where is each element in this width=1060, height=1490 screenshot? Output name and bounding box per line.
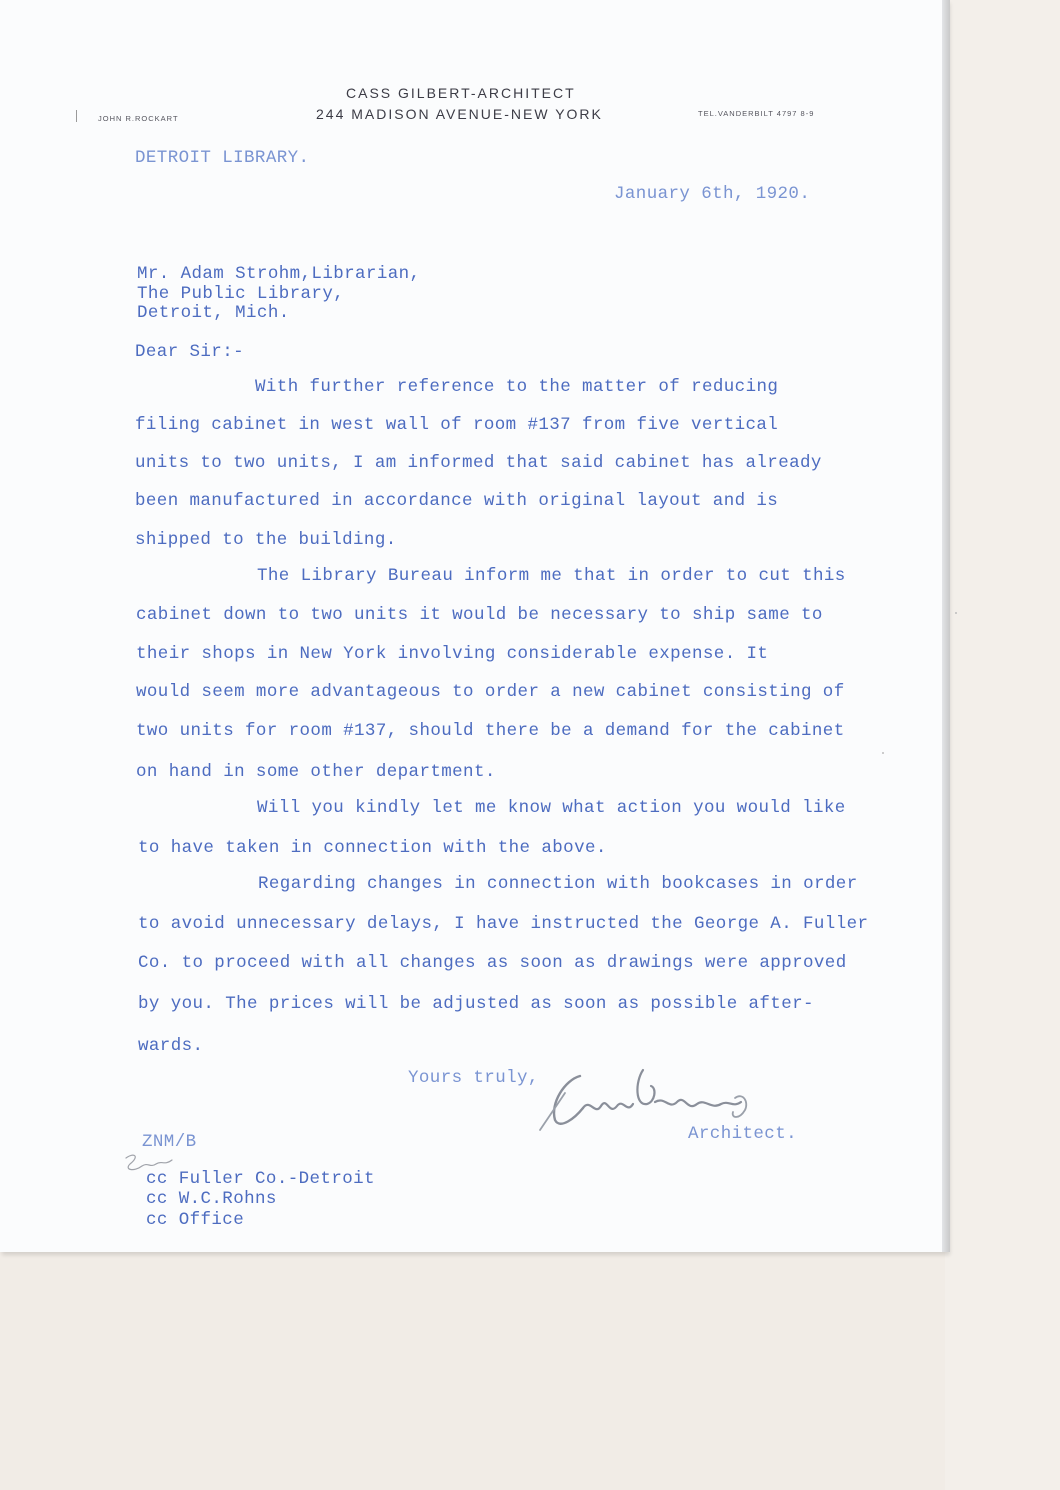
body-line: Co. to proceed with all changes as soon as drawings were approved [138, 953, 847, 973]
body-line: units to two units, I am informed that said cabinet has already [135, 453, 822, 473]
body-line: to have taken in connection with the above. [138, 838, 607, 858]
closing: Yours truly, [408, 1068, 539, 1088]
sheet-edge [942, 0, 950, 1252]
cc-line: cc W.C.Rohns [146, 1189, 277, 1209]
body-line: their shops in New York involving considerable expense. It [136, 644, 769, 664]
body-line: been manufactured in accordance with original layout and is [135, 491, 779, 511]
body-line: filing cabinet in west wall of room #137 from five vertical [135, 415, 779, 435]
body-line: wards. [138, 1036, 204, 1056]
body-line: by you. The prices will be adjusted as soon as possible after- [138, 994, 814, 1014]
salutation: Dear Sir:- [135, 342, 245, 362]
recipient-line: The Public Library, [137, 284, 345, 304]
body-line: Regarding changes in connection with bookcases in order [258, 874, 858, 894]
body-line: Will you kindly let me know what action you would like [257, 798, 846, 818]
body-line: The Library Bureau inform me that in order to cut this [257, 566, 846, 586]
body-line: to avoid unnecessary delays, I have instructed the George A. Fuller [138, 914, 869, 934]
recipient-line: Mr. Adam Strohm,Librarian, [137, 264, 421, 284]
backdrop [945, 0, 1060, 1490]
cc-line: cc Office [146, 1210, 245, 1230]
signature-title: Architect. [688, 1124, 798, 1144]
cc-line: cc Fuller Co.-Detroit [146, 1169, 375, 1189]
body-line: With further reference to the matter of reducing [255, 377, 779, 397]
body-line: cabinet down to two units it would be necessary to ship same to [136, 605, 823, 625]
subject-line: DETROIT LIBRARY. [135, 148, 310, 168]
body-line: would seem more advantageous to order a new cabinet consisting of [136, 682, 845, 702]
letterhead-firm: CASS GILBERT-ARCHITECT [346, 85, 576, 101]
body-line: shipped to the building. [135, 530, 397, 550]
reference-initials: ZNM/B [142, 1132, 197, 1152]
margin-mark [76, 110, 77, 122]
body-line: on hand in some other department. [136, 762, 496, 782]
paper-speck [955, 612, 957, 614]
paper-speck [882, 752, 884, 754]
letterhead-address: 244 MADISON AVENUE-NEW YORK [316, 106, 603, 122]
letterhead-telephone: TEL.VANDERBILT 4797 8-9 [698, 109, 815, 118]
letter-date: January 6th, 1920. [614, 184, 811, 204]
letterhead-associate: JOHN R.ROCKART [98, 114, 179, 123]
body-line: two units for room #137, should there be a demand for the cabinet [136, 721, 845, 741]
recipient-line: Detroit, Mich. [137, 303, 290, 323]
